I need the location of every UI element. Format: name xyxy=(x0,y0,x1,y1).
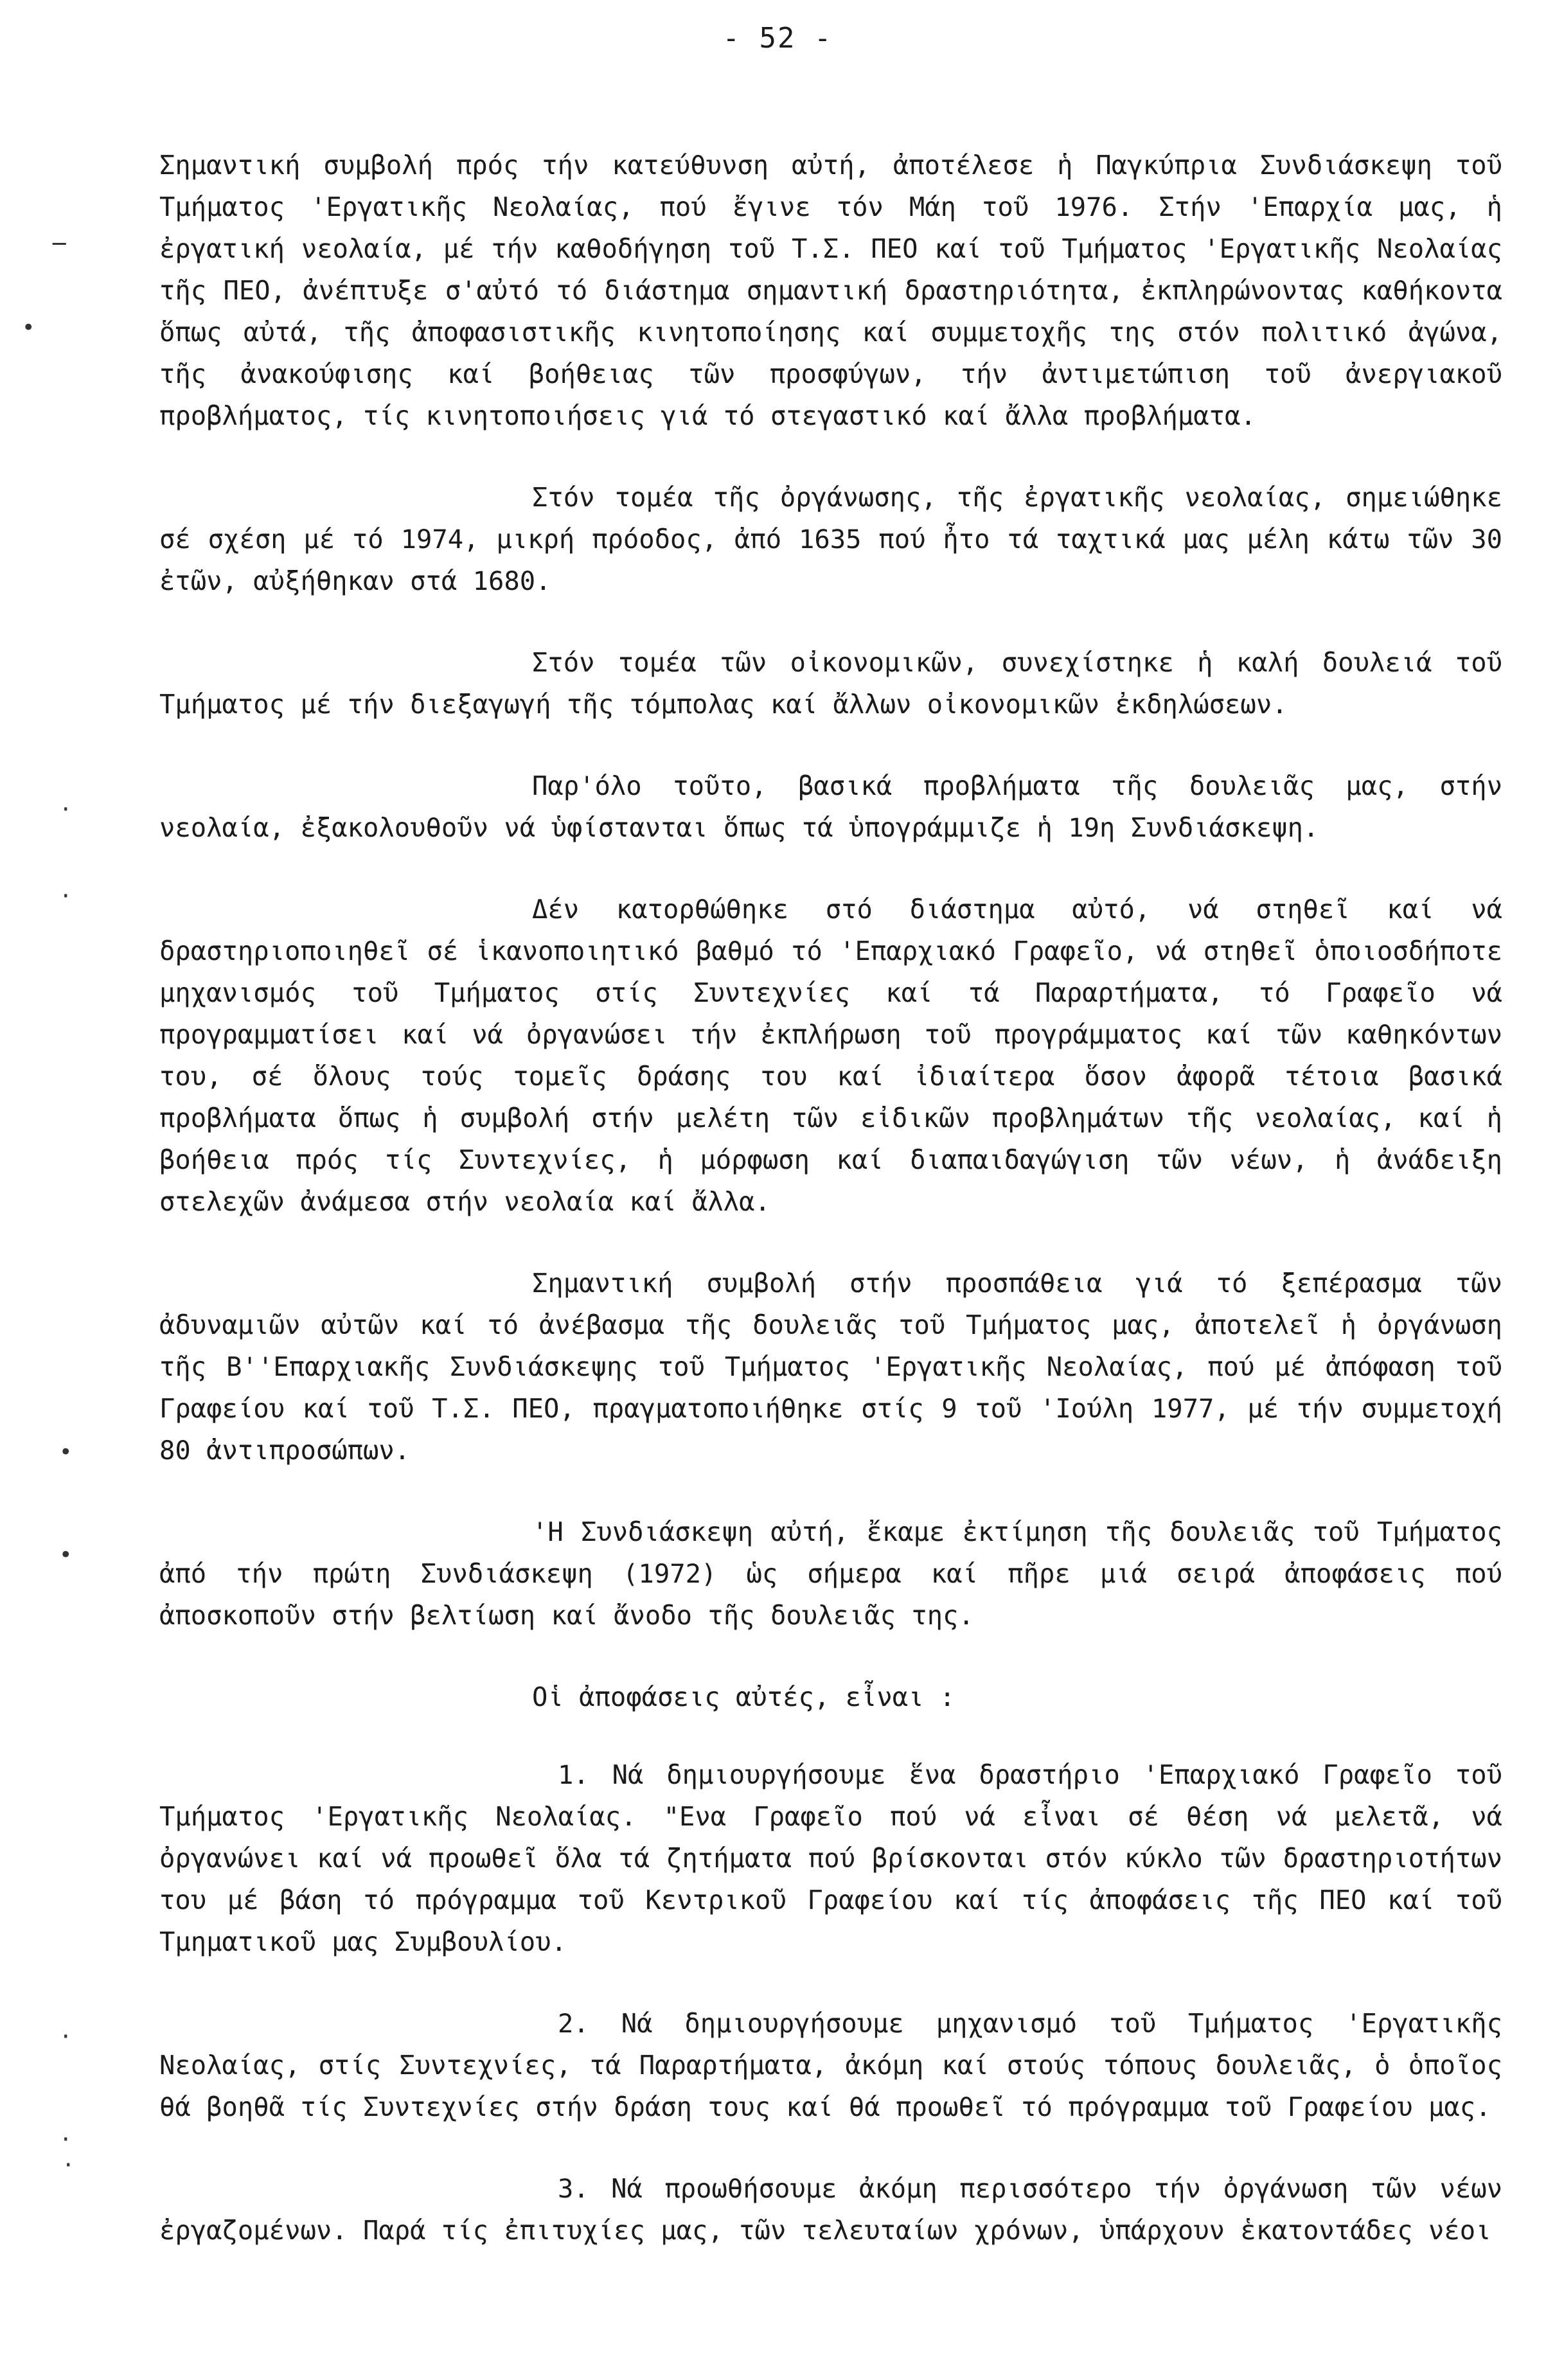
margin-mark: • xyxy=(59,1439,73,1465)
paragraph: Στόν τομέα τῶν οἰκονομικῶν, συνεχίστηκε ἡ καλή δουλειά τοῦ Τμήματος μέ τήν διεξαγωγή τῆς τόμπολας καί ἄλλων οἰκονομικῶν ἐκδηλώσεων. xyxy=(159,647,1502,720)
margin-mark: · xyxy=(59,797,73,822)
margin-mark: · xyxy=(59,2127,73,2153)
paragraph: Οἱ ἀποφάσεις αὐτές, εἶναι : xyxy=(532,1682,955,1712)
list-item: 2. Νά δημιουργήσουμε μηχανισμό τοῦ Τμήματος 'Εργατικῆς Νεολαίας, στίς Συντεχνίες, τά Παραρτήματα, ἀκόμη καί στούς τόπους δουλειᾶς, ὁ ὁποῖος θά βοηθᾶ τίς Συντεχνίες στήν δράση τους καί θά προωθεῖ τό πρόγραμμα τοῦ Γραφείου μας. xyxy=(159,2008,1502,2122)
margin-mark: · xyxy=(59,884,73,909)
body-text xyxy=(159,145,1502,2251)
margin-mark: · xyxy=(62,2153,75,2178)
paragraph: Δέν κατορθώθηκε στό διάστημα αὐτό, νά στηθεῖ καί νά δραστηριοποιηθεῖ σέ ἱκανοποιητικό βαθμό τό 'Επαρχιακό Γραφεῖο, νά στηθεῖ ὁποιοσδήποτε μηχανισμός τοῦ Τμήματος στίς Συντεχνίες καί τά Παραρτήματα, τό Γραφεῖο νά προγραμματίσει καί νά ὀργανώσει τήν ἐκπλήρωση τοῦ προγράμματος καί τῶν καθηκόντων του, σέ ὅλους τούς τομεῖς δράσης του καί ἰδιαίτερα ὅσον ἀφορᾶ τέτοια βασικά προβλήματα ὅπως ἡ συμβολή στήν μελέτη τῶν εἰδικῶν προβλημάτων τῆς νεολαίας, καί ἡ βοήθεια πρός τίς Συντεχνίες, ἡ μόρφωση καί διαπαιδαγώγιση τῶν νέων, ἡ ἀνάδειξη στελεχῶν ἀνάμεσα στήν νεολαία καί ἄλλα. xyxy=(159,894,1502,1217)
paragraph: Παρ'όλο τοῦτο, βασικά προβλήματα τῆς δουλειᾶς μας, στήν νεολαία, ἐξακολουθοῦν νά ὑφίστανται ὅπως τά ὑπογράμμιζε ἡ 19η Συνδιάσκεψη. xyxy=(159,770,1502,843)
paragraph: Στόν τομέα τῆς ὀργάνωσης, τῆς ἐργατικῆς νεολαίας, σημειώθηκε σέ σχέση μέ τό 1974, μικρή πρόοδος, ἀπό 1635 πού ἦτο τά ταχτικά μας μέλη κάτω τῶν 30 ἐτῶν, αὐξήθηκαν στά 1680. xyxy=(159,482,1502,596)
paragraph: 'Η Συνδιάσκεψη αὐτή, ἔκαμε ἐκτίμηση τῆς δουλειᾶς τοῦ Τμήματος ἀπό τήν πρώτη Συνδιάσκεψη (1972) ὡς σήμερα καί πῆρε μιά σειρά ἀποφάσεις πού ἀποσκοποῦν στήν βελτίωση καί ἄνοδο τῆς δουλειᾶς της. xyxy=(159,1516,1502,1631)
list-item: 1. Νά δημιουργήσουμε ἕνα δραστήριο 'Επαρχιακό Γραφεῖο τοῦ Τμήματος 'Εργατικῆς Νεολαίας. "Ενα Γραφεῖο πού νά εἶναι σέ θέση νά μελετᾶ, νά ὀργανώνει καί νά προωθεῖ ὅλα τά ζητήματα πού βρίσκονται στόν κύκλο τῶν δραστηριοτήτων του μέ βάση τό πρόγραμμα τοῦ Κεντρικοῦ Γραφείου καί τίς ἀποφάσεις τῆς ΠΕΟ καί τοῦ Τμηματικοῦ μας Συμβουλίου. xyxy=(159,1759,1502,1957)
page-number: - 52 - xyxy=(722,22,833,55)
paragraph: Σημαντική συμβολή στήν προσπάθεια γιά τό ξεπέρασμα τῶν ἀδυναμιῶν αὐτῶν καί τό ἀνέβασμα τῆς δουλειᾶς τοῦ Τμήματος μας, ἀποτελεῖ ἡ ὀργάνωση τῆς Β''Επαρχιακῆς Συνδιάσκεψης τοῦ Τμήματος 'Εργατικῆς Νεολαίας, πού μέ ἀπόφαση τοῦ Γραφείου καί τοῦ Τ.Σ. ΠΕΟ, πραγματοποιήθηκε στίς 9 τοῦ 'Ιούλη 1977, μέ τήν συμμετοχή 80 ἀντιπροσώπων. xyxy=(159,1268,1502,1466)
margin-mark: • xyxy=(59,1542,73,1568)
margin-mark: ـ xyxy=(53,225,66,251)
margin-mark: • xyxy=(22,315,35,341)
list-item: 3. Νά προωθήσουμε ἀκόμη περισσότερο τήν ὀργάνωση τῶν νέων ἐργαζομένων. Παρά τίς ἐπιτυχίες μας, τῶν τελευταίων χρόνων, ὑπάρχουν ἑκατοντάδες νέοι xyxy=(159,2173,1502,2246)
margin-mark: · xyxy=(59,2024,73,2050)
paragraph: Σημαντική συμβολή πρός τήν κατεύθυνση αὐτή, ἀποτέλεσε ἡ Παγκύπρια Συνδιάσκεψη τοῦ Τμήματος 'Εργατικῆς Νεολαίας, πού ἔγινε τόν Μάη τοῦ 1976. Στήν 'Επαρχία μας, ἡ ἐργατική νεολαία, μέ τήν καθοδήγηση τοῦ Τ.Σ. ΠΕΟ καί τοῦ Τμήματος 'Εργατικῆς Νεολαίας τῆς ΠΕΟ, ἀνέπτυξε σ'αὐτό τό διάστημα σημαντική δραστηριότητα, ἐκπληρώνοντας καθήκοντα ὅπως αὐτά, τῆς ἀποφασιστικῆς κινητοποίησης καί συμμετοχῆς της στόν πολιτικό ἀγώνα, τῆς ἀνακούφισης καί βοήθειας τῶν προσφύγων, τήν ἀντιμετώπιση τοῦ ἀνεργιακοῦ προβλήματος, τίς κινητοποιήσεις γιά τό στεγαστικό καί ἄλλα προβλήματα. xyxy=(159,150,1502,431)
